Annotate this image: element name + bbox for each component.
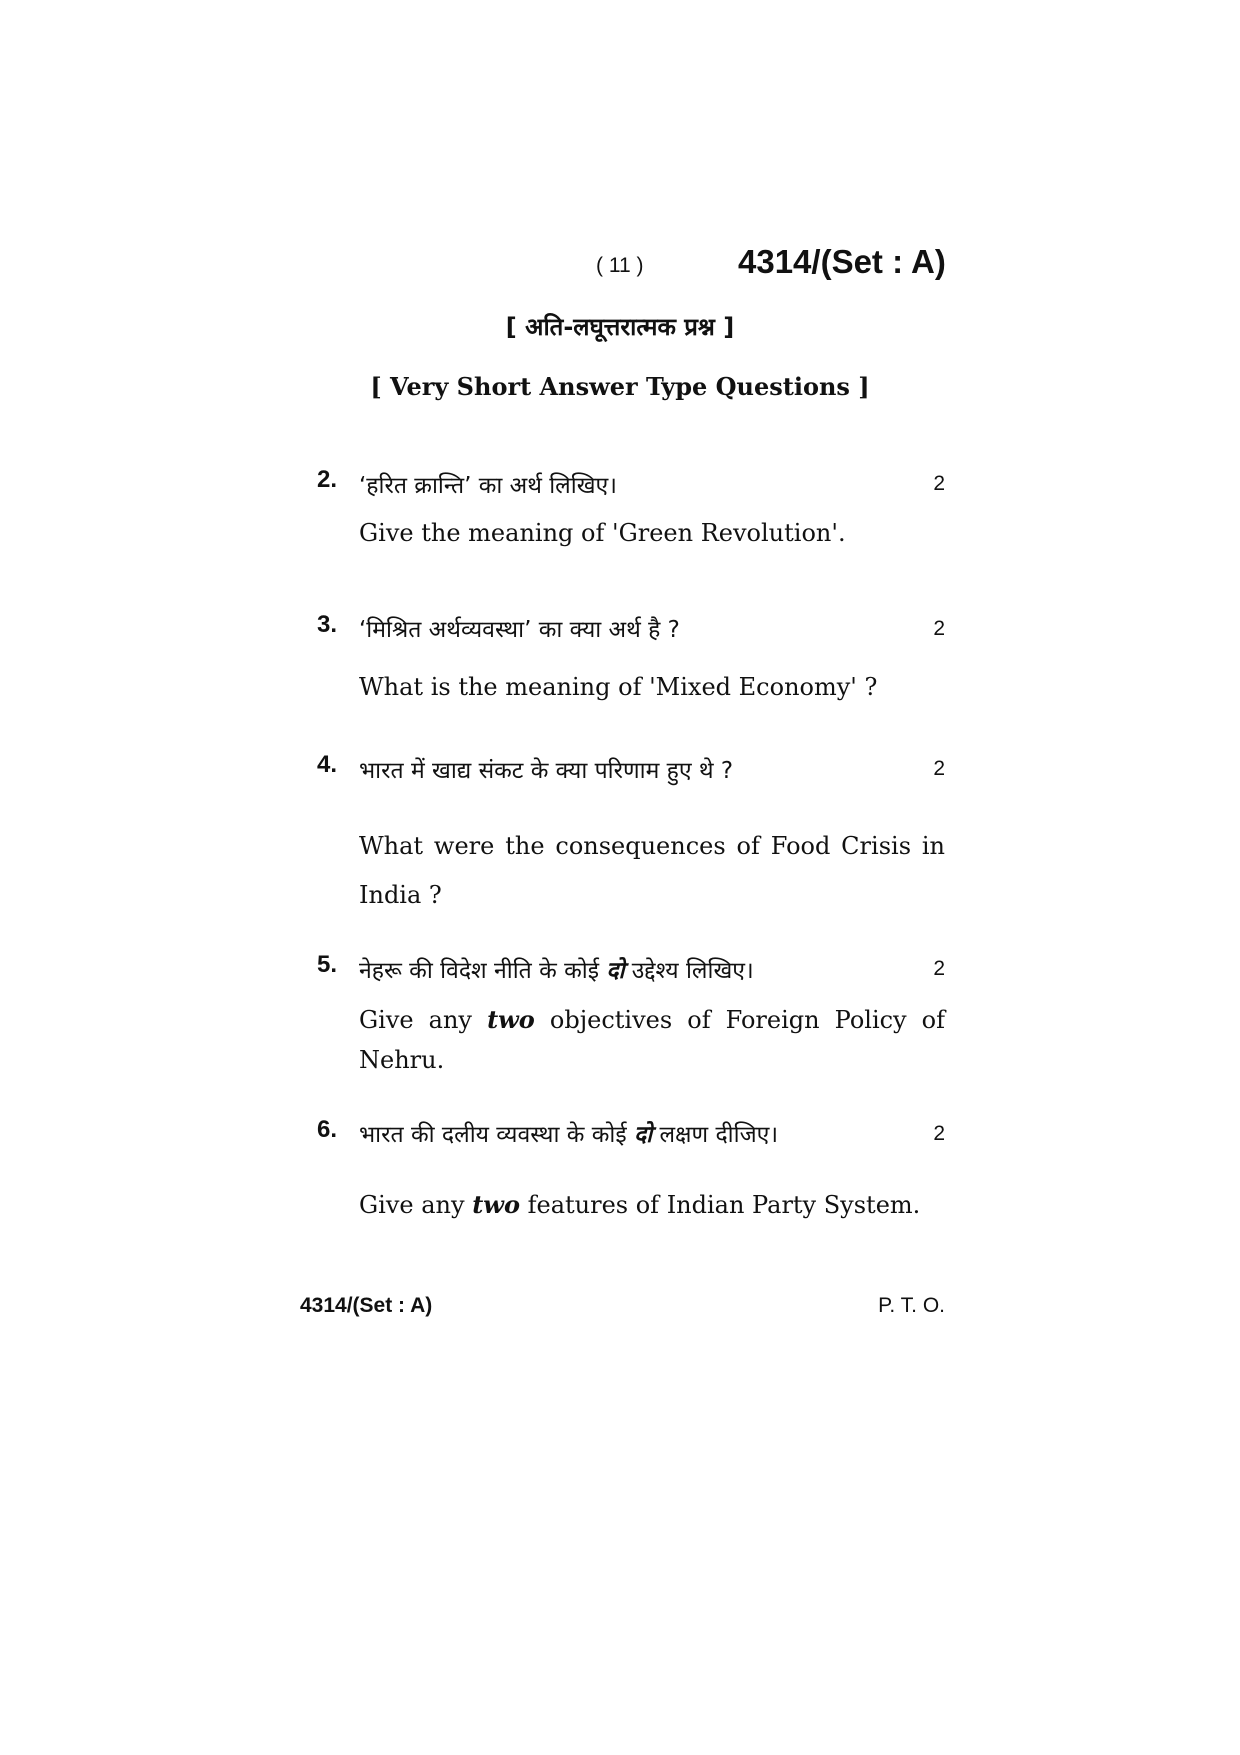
question-text-english-continued: India ?: [359, 881, 442, 909]
question-text-english: Give any two features of Indian Party System.: [359, 1190, 921, 1219]
page-number: ( 11 ): [596, 254, 644, 277]
question-number: 6.: [317, 1116, 338, 1143]
emphasis-word: two: [487, 1005, 535, 1034]
question-marks: 2: [933, 757, 945, 780]
question-text-english: What were the consequences of Food Crisis in: [359, 832, 945, 860]
question-text-hindi: भारत की दलीय व्यवस्था के कोई दो लक्षण दीजिए।: [359, 1122, 779, 1148]
question-number: 3.: [317, 611, 338, 638]
section-title-hindi: [ अति-लघूत्तरात्मक प्रश्न ]: [505, 313, 735, 341]
question-number: 4.: [317, 751, 338, 778]
question-text-english: Give the meaning of 'Green Revolution'.: [359, 519, 846, 547]
question-marks: 2: [933, 1122, 945, 1145]
question-marks: 2: [933, 617, 945, 640]
paper-code-header: 4314/(Set : A): [738, 243, 946, 280]
emphasis-word: two: [472, 1190, 520, 1219]
question-number: 2.: [317, 466, 338, 493]
question-marks: 2: [933, 472, 945, 495]
question-text-english: What is the meaning of 'Mixed Economy' ?: [359, 673, 878, 701]
emphasis-word: दो: [606, 958, 625, 984]
question-marks: 2: [933, 957, 945, 980]
please-turn-over: P. T. O.: [878, 1294, 945, 1317]
question-text-hindi: नेहरू की विदेश नीति के कोई दो उद्देश्य लिखिए।: [359, 958, 754, 984]
paper-code-footer: 4314/(Set : A): [300, 1294, 433, 1317]
question-number: 5.: [317, 951, 338, 978]
question-text-hindi: ‘हरित क्रान्ति’ का अर्थ लिखिए।: [359, 473, 617, 499]
question-text-english: Give any two objectives of Foreign Policy of: [359, 1005, 946, 1034]
section-title-english: [ Very Short Answer Type Questions ]: [370, 372, 870, 401]
emphasis-word: दो: [633, 1122, 653, 1148]
question-text-hindi: ‘मिश्रित अर्थव्यवस्था’ का क्या अर्थ है ?: [359, 617, 680, 643]
question-text-english-continued: Nehru.: [359, 1046, 445, 1074]
question-text-hindi: भारत में खाद्य संकट के क्या परिणाम हुए थे ?: [359, 758, 734, 784]
